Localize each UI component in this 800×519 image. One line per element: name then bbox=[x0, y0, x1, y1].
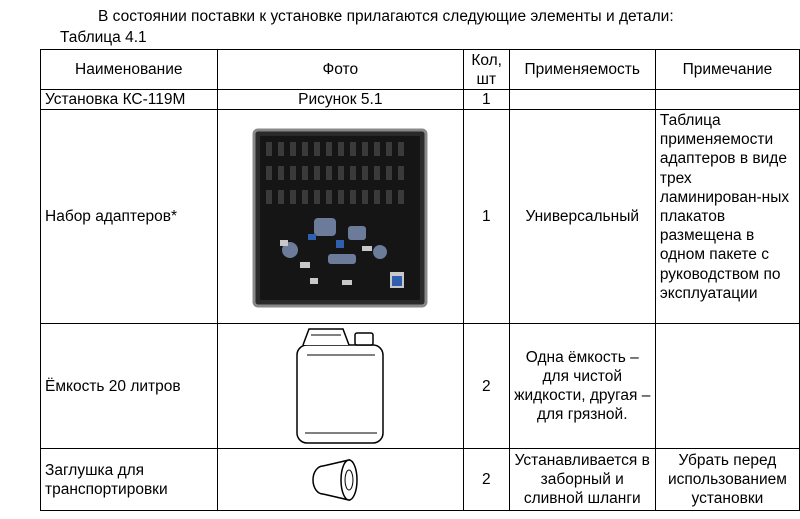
header-applicability: Применяемость bbox=[509, 50, 655, 90]
row1-qty: 1 bbox=[464, 90, 510, 110]
table-header-row bbox=[41, 50, 800, 90]
row2-name: Набор адаптеров* bbox=[41, 110, 218, 324]
row4-note: Убрать перед использованием установки bbox=[655, 449, 799, 511]
header-note: Примечание bbox=[655, 50, 799, 90]
row4-photo bbox=[217, 449, 463, 511]
adapter-kit-case-photo bbox=[250, 122, 430, 312]
row2-applicability: Универсальный bbox=[509, 110, 655, 324]
row1-photo: Рисунок 5.1 bbox=[217, 90, 463, 110]
row3-applicability: Одна ёмкость – для чистой жидкости, другая – для грязной. bbox=[509, 324, 655, 449]
row3-photo bbox=[217, 324, 463, 449]
row4-qty: 2 bbox=[464, 449, 510, 511]
plug-cap-drawing bbox=[305, 452, 375, 508]
row1-applicability bbox=[509, 90, 655, 110]
header-qty bbox=[464, 50, 510, 90]
table-caption: Таблица 4.1 bbox=[60, 29, 147, 46]
row3-qty: 2 bbox=[464, 324, 510, 449]
row4-applicability: Устанавливается в заборный и сливной шланги bbox=[509, 449, 655, 511]
table-row bbox=[41, 110, 800, 324]
header-name: Наименование bbox=[41, 50, 218, 90]
row1-name: Установка КС-119М bbox=[41, 90, 218, 110]
row3-name: Ёмкость 20 литров bbox=[41, 324, 218, 449]
table-row bbox=[41, 449, 800, 511]
header-qty-label: Кол, шт bbox=[471, 51, 502, 88]
components-table bbox=[40, 49, 800, 511]
table-row bbox=[41, 324, 800, 449]
table-row bbox=[41, 90, 800, 110]
row2-qty: 1 bbox=[464, 110, 510, 324]
intro-text: В состоянии поставки к установке прилагаются следующие элементы и детали: bbox=[98, 8, 674, 25]
row3-note bbox=[655, 324, 799, 449]
row2-note: Таблица применяемости адаптеров в виде трех ламинирован-ных плакатов размещена в одном пакете с руководством по эксплуатации bbox=[655, 110, 799, 324]
header-photo: Фото bbox=[217, 50, 463, 90]
canister-drawing bbox=[285, 325, 395, 447]
row4-name: Заглушка для транспортировки bbox=[41, 449, 218, 511]
row2-photo bbox=[217, 110, 463, 324]
row1-note bbox=[655, 90, 799, 110]
